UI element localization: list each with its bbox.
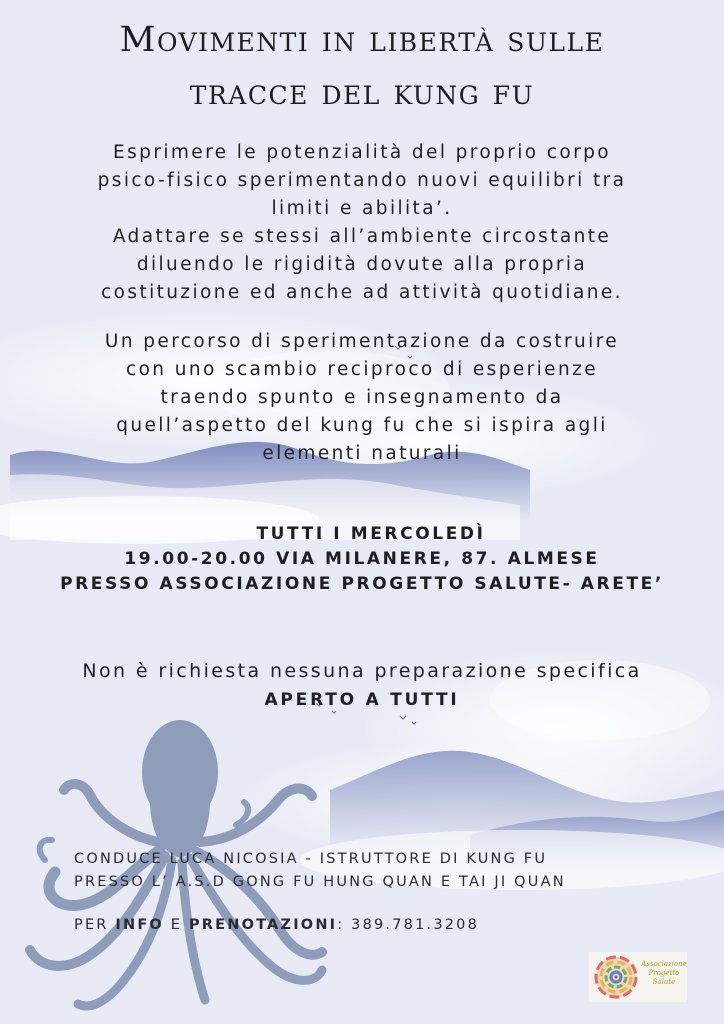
description-paragraph-1 (10, 139, 714, 307)
association-logo (589, 952, 687, 1002)
schedule-time-place: 19.00-20.00 VIA MILANERE, 87. ALMESE (124, 549, 600, 569)
contact-prefix: PER (74, 917, 116, 933)
contact-info-label: INFO (115, 917, 164, 933)
open-to-all-text: APERTO A TUTTI (264, 690, 460, 710)
schedule-venue: PRESSO ASSOCIAZIONE PROGETTO SALUTE- ARETE’ (60, 574, 664, 594)
description-line: limiti e abilita’. (271, 198, 453, 219)
description-line: quell’aspetto del kung fu che si ispira agli (116, 415, 608, 436)
schedule-block (0, 522, 724, 597)
description-line: Adattare se stessi all’ambiente circostante (112, 226, 612, 247)
description-line: costituzione ed anche ad attività quotidiane. (101, 282, 623, 303)
instructor-line-2: PRESSO L’ A.S.D GONG FU HUNG QUAN E TAI JI QUAN (74, 874, 566, 890)
title-line-1: Movimenti in libertà sulle (119, 20, 605, 60)
description-line: psico-fisico sperimentando nuovi equilibri tra (97, 170, 627, 191)
description-line: elementi naturali (262, 443, 462, 464)
page-title (0, 14, 724, 120)
contact-and: E (163, 917, 189, 933)
spiral-rainbow-icon (593, 955, 639, 999)
contact-colon: : (337, 917, 352, 933)
title-line-2: tracce del kung fu (189, 73, 535, 113)
description-line: diluendo le rigidità dovute alla propria (136, 254, 588, 275)
requirement-text: Non è richiesta nessuna preparazione specifica (82, 660, 642, 682)
logo-line-1: Associazione (641, 960, 687, 968)
phone-number[interactable]: 389.781.3208 (351, 917, 480, 933)
instructor-line-1: CONDUCE LUCA NICOSIA - ISTRUTTORE DI KUNG FU (74, 851, 548, 867)
logo-line-2: Progetto (648, 969, 680, 977)
description-paragraph-2 (10, 328, 714, 468)
contact-info (74, 914, 634, 937)
instructor-info (74, 848, 714, 894)
description-line: Esprimere le potenzialità del proprio corpo (113, 142, 611, 163)
logo-line-3: Salute (652, 978, 676, 986)
description-line: Un percorso di sperimentazione da costruire (104, 331, 620, 352)
contact-booking-label: PRENOTAZIONI (188, 917, 338, 933)
description-line: traendo spunto e insegnamento da (160, 387, 564, 408)
description-line: con uno scambio reciproco di esperienze (126, 359, 598, 380)
schedule-day: TUTTI I MERCOLEDÌ (256, 524, 486, 544)
requirements-note (0, 657, 724, 715)
logo-text (641, 960, 687, 987)
